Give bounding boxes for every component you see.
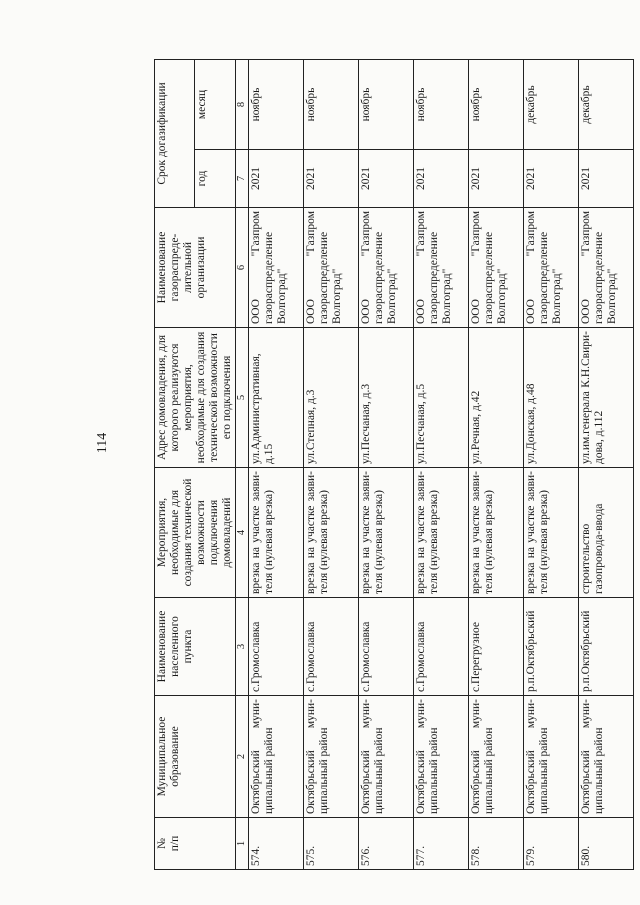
cell-measures: врезка на участке заяви-теля (нулевая врезка) — [303, 468, 358, 598]
table-row — [358, 60, 413, 870]
cell-organization: ООО "Газпром газораспределение Волгоград" — [248, 208, 303, 328]
cell-month: ноябрь — [413, 60, 468, 150]
cell-settlement: с.Перегрузное — [468, 598, 523, 696]
cell-municipality: Октябрьский муни-ципальный район — [468, 696, 523, 818]
table-row — [248, 60, 303, 870]
cell-settlement: р.п.Октябрьский — [523, 598, 578, 696]
cell-year: 2021 — [523, 150, 578, 208]
cell-municipality: Октябрьский муни-ципальный район — [248, 696, 303, 818]
cell-settlement: с.Громославка — [358, 598, 413, 696]
cell-measures: врезка на участке заяви-теля (нулевая врезка) — [468, 468, 523, 598]
cell-num: 575. — [303, 818, 358, 870]
cell-address: ул.Административная, д.15 — [248, 328, 303, 468]
table-row — [303, 60, 358, 870]
header-municipality: Муниципальное образование — [155, 696, 236, 818]
cell-month: ноябрь — [468, 60, 523, 150]
cell-organization: ООО "Газпром газораспределение Волгоград" — [303, 208, 358, 328]
cell-organization: ООО "Газпром газораспределение Волгоград" — [413, 208, 468, 328]
rotated-page — [140, 50, 620, 870]
cell-year: 2021 — [578, 150, 633, 208]
gasification-table — [154, 59, 634, 870]
header-num: № п/п — [155, 818, 236, 870]
cell-organization: ООО "Газпром газораспределение Волгоград" — [578, 208, 633, 328]
table-row — [523, 60, 578, 870]
cell-municipality: Октябрьский муни-ципальный район — [303, 696, 358, 818]
cell-organization: ООО "Газпром газораспределение Волгоград" — [523, 208, 578, 328]
cell-num: 576. — [358, 818, 413, 870]
cell-address: ул.Песчаная, д.3 — [358, 328, 413, 468]
header-settlement: Наименование населенного пункта — [155, 598, 236, 696]
table-row — [578, 60, 633, 870]
column-number: 3 — [235, 598, 248, 696]
cell-month: ноябрь — [358, 60, 413, 150]
cell-year: 2021 — [303, 150, 358, 208]
table-body — [248, 60, 633, 870]
column-number: 4 — [235, 468, 248, 598]
column-number: 7 — [235, 150, 248, 208]
cell-address: ул.Речная, д.42 — [468, 328, 523, 468]
column-numbers-row — [235, 60, 248, 870]
cell-num: 578. — [468, 818, 523, 870]
header-address: Адрес домовладения, для которого реализуются мероприятия, необходимые для создания технической возможности его подключения — [155, 328, 236, 468]
column-number: 1 — [235, 818, 248, 870]
cell-address: ул.Степная, д.3 — [303, 328, 358, 468]
cell-num: 579. — [523, 818, 578, 870]
cell-num: 577. — [413, 818, 468, 870]
header-measures: Мероприятия, необходимые для создания технической возможности подключения домовладений — [155, 468, 236, 598]
column-number: 5 — [235, 328, 248, 468]
table-row — [468, 60, 523, 870]
cell-measures: врезка на участке заяви-теля (нулевая врезка) — [358, 468, 413, 598]
cell-month: декабрь — [578, 60, 633, 150]
cell-year: 2021 — [468, 150, 523, 208]
cell-measures: врезка на участке заяви-теля (нулевая врезка) — [248, 468, 303, 598]
cell-settlement: с.Громославка — [248, 598, 303, 696]
cell-municipality: Октябрьский муни-ципальный район — [358, 696, 413, 818]
cell-measures: строительство газопровода-ввода — [578, 468, 633, 598]
column-number: 6 — [235, 208, 248, 328]
cell-organization: ООО "Газпром газораспределение Волгоград" — [358, 208, 413, 328]
cell-municipality: Октябрьский муни-ципальный район — [578, 696, 633, 818]
cell-address: ул.Песчаная, д.5 — [413, 328, 468, 468]
header-org: Наименование газораспреде-лительной организации — [155, 208, 236, 328]
cell-measures: врезка на участке заяви-теля (нулевая врезка) — [413, 468, 468, 598]
cell-municipality: Октябрьский муни-ципальный район — [523, 696, 578, 818]
cell-month: ноябрь — [248, 60, 303, 150]
cell-settlement: с.Громославка — [303, 598, 358, 696]
cell-address: ул.им.генерала К.Н.Свири-дова, д.112 — [578, 328, 633, 468]
cell-year: 2021 — [413, 150, 468, 208]
cell-num: 574. — [248, 818, 303, 870]
cell-organization: ООО "Газпром газораспределение Волгоград" — [468, 208, 523, 328]
column-number: 2 — [235, 696, 248, 818]
cell-settlement: с.Громославка — [413, 598, 468, 696]
header-year: год — [195, 150, 235, 208]
header-month: месяц — [195, 60, 235, 150]
cell-address: ул.Донская, д.48 — [523, 328, 578, 468]
page-number: 114 — [95, 432, 110, 454]
cell-year: 2021 — [248, 150, 303, 208]
header-term: Срок догазификации — [155, 60, 195, 208]
cell-year: 2021 — [358, 150, 413, 208]
cell-municipality: Октябрьский муни-ципальный район — [413, 696, 468, 818]
cell-month: ноябрь — [303, 60, 358, 150]
cell-num: 580. — [578, 818, 633, 870]
cell-measures: врезка на участке заяви-теля (нулевая врезка) — [523, 468, 578, 598]
column-number: 8 — [235, 60, 248, 150]
cell-month: декабрь — [523, 60, 578, 150]
table-row — [413, 60, 468, 870]
cell-settlement: р.п.Октябрьский — [578, 598, 633, 696]
